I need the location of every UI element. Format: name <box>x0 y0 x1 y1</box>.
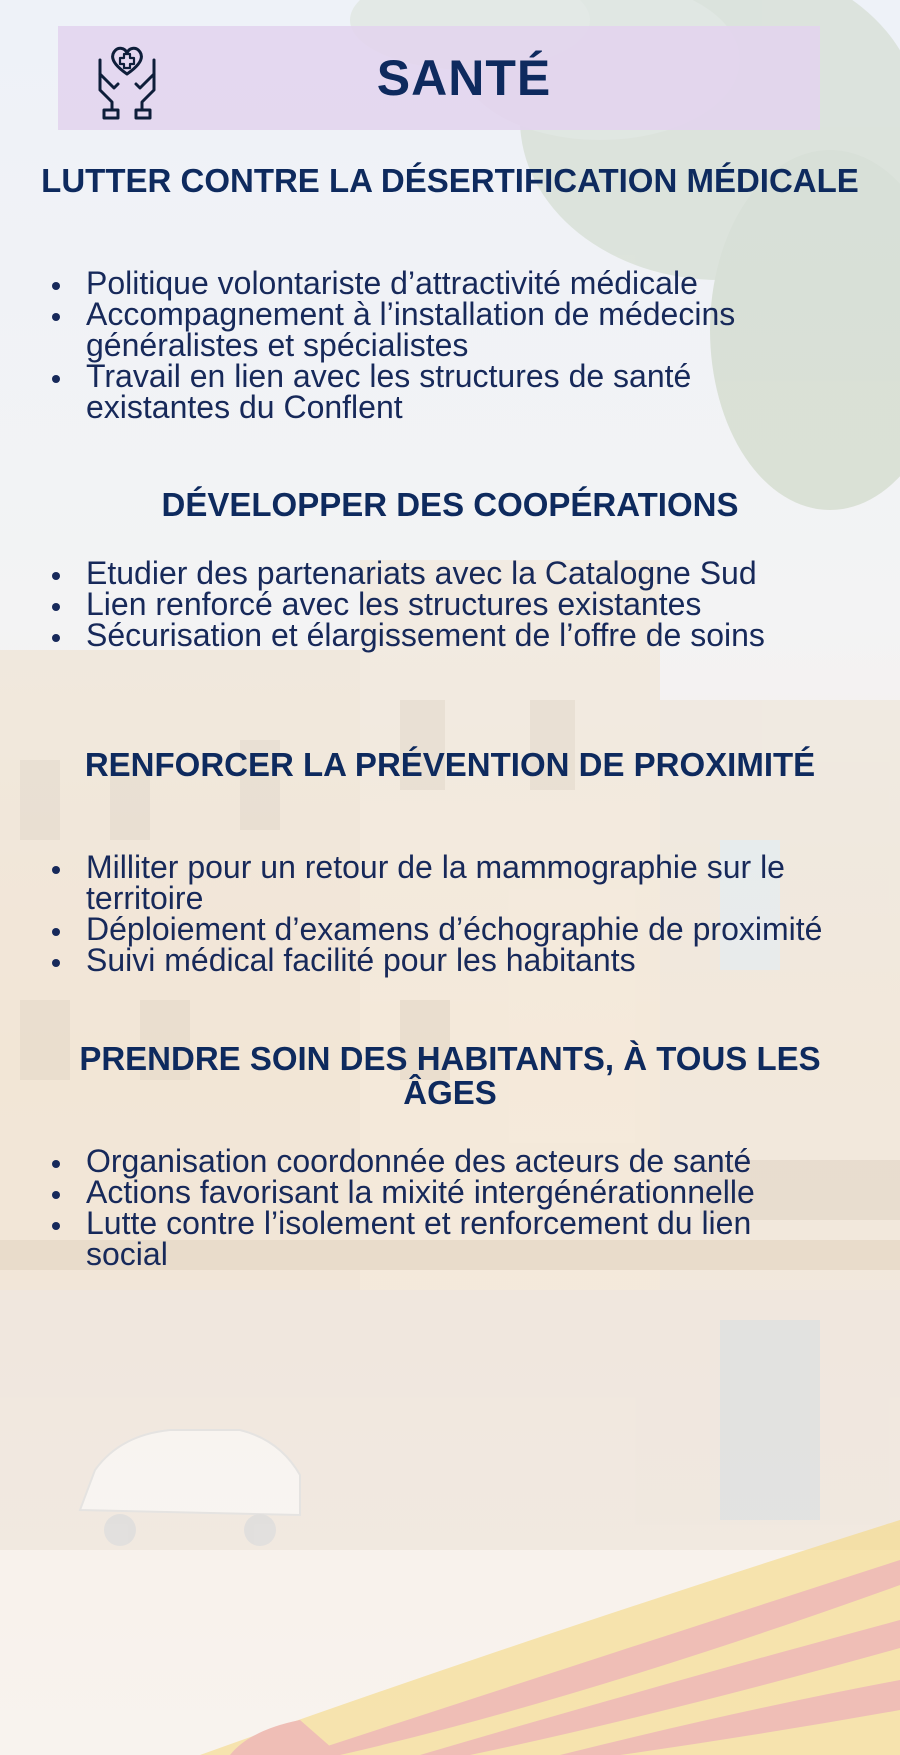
section-list-prevention <box>40 849 830 978</box>
list-item: Etudier des partenariats avec la Catalogne Sud <box>40 558 830 589</box>
section-heading-prevention: RENFORCER LA PRÉVENTION DE PROXIMITÉ <box>84 746 816 783</box>
list-item: Déploiement d’examens d’échographie de proximité <box>40 914 830 945</box>
section-list-habitants <box>40 1143 830 1272</box>
list-item: Sécurisation et élargissement de l’offre de soins <box>40 620 830 651</box>
section-list-cooperations <box>40 555 830 653</box>
list-item: Suivi médical facilité pour les habitants <box>40 945 830 976</box>
section-list-desertification <box>40 265 830 425</box>
list-item: Accompagnement à l’installation de médecins généralistes et spécialistes <box>40 299 830 361</box>
list-item: Lutte contre l’isolement et renforcement du lien social <box>40 1208 830 1270</box>
section-heading-desertification: LUTTER CONTRE LA DÉSERTIFICATION MÉDICALE <box>41 162 859 199</box>
list-item: Actions favorisant la mixité intergénérationnelle <box>40 1177 830 1208</box>
section-heading-cooperations: DÉVELOPPER DES COOPÉRATIONS <box>161 486 739 523</box>
page-title: SANTÉ <box>376 50 552 106</box>
list-item: Politique volontariste d’attractivité médicale <box>40 268 830 299</box>
section-heading-habitants: PRENDRE SOIN DES HABITANTS, À TOUS LES ÂGES <box>79 1040 821 1111</box>
list-item: Milliter pour un retour de la mammographie sur le territoire <box>40 852 830 914</box>
list-item: Organisation coordonnée des acteurs de santé <box>40 1146 830 1177</box>
list-item: Lien renforcé avec les structures existantes <box>40 589 830 620</box>
list-item: Travail en lien avec les structures de santé existantes du Conflent <box>40 361 830 423</box>
